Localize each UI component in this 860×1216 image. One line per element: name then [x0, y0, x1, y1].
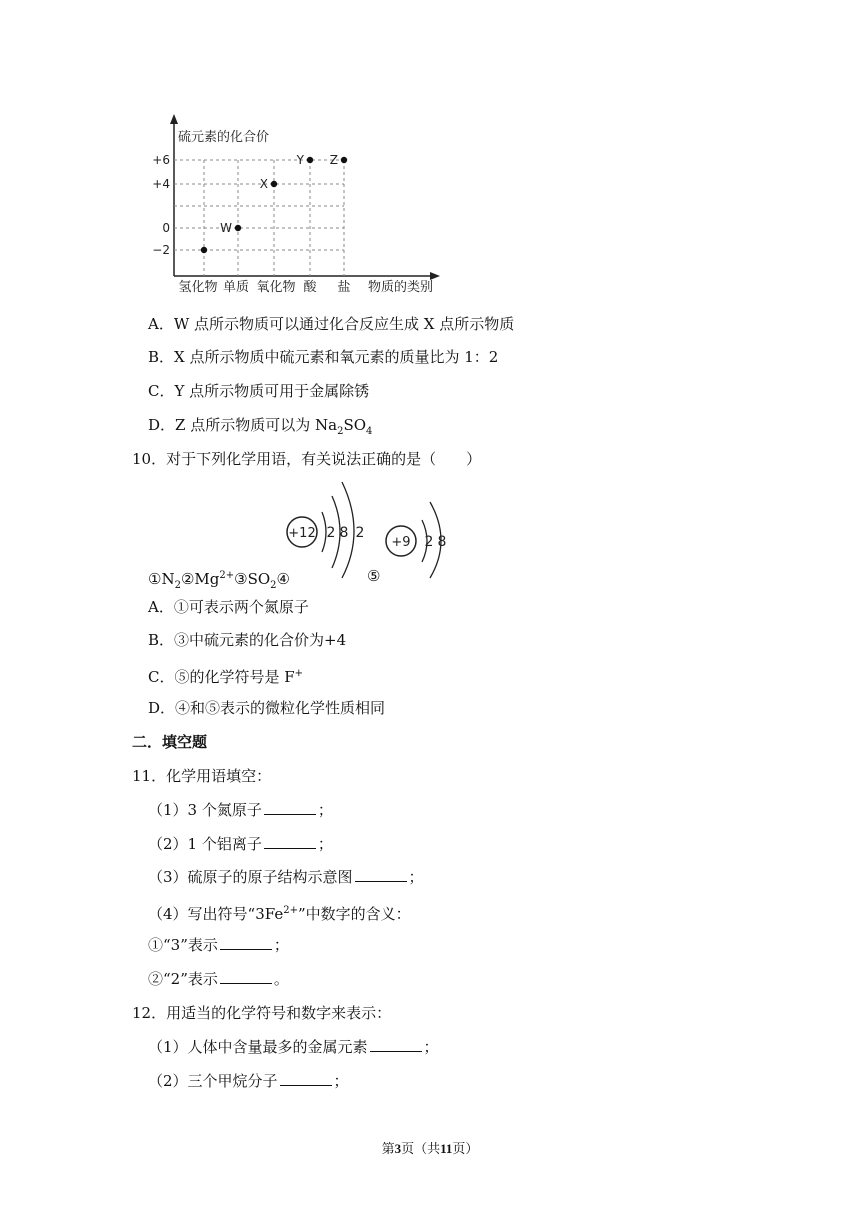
- footer-total-pages: 11: [440, 1141, 453, 1156]
- mg-shell-count-1: 2: [326, 525, 336, 541]
- data-point-label: Z: [329, 153, 338, 167]
- data-point: [307, 157, 313, 163]
- q11-sub-2-end: 。: [273, 970, 289, 988]
- f-shell-count-1: 2: [424, 534, 434, 550]
- answer-blank[interactable]: [264, 834, 316, 849]
- footer-pre: 第: [381, 1141, 395, 1156]
- data-point: [271, 181, 277, 187]
- q11-sub-1-end: ；: [273, 936, 289, 954]
- data-point: [341, 157, 347, 163]
- q11-item-1-end: ；: [317, 801, 333, 819]
- footer-page-number: 3: [394, 1141, 402, 1156]
- q11-stem: 11．化学用语填空：: [132, 767, 272, 785]
- q12-item-1-text: （1）人体中含量最多的金属元素: [148, 1038, 368, 1056]
- answer-blank[interactable]: [220, 935, 272, 950]
- y-axis-arrow: [170, 114, 178, 124]
- data-point-label: X: [259, 177, 268, 191]
- data-point-label: Y: [296, 153, 304, 167]
- q11-item-2: [148, 834, 333, 854]
- symbol-mg: ②Mg: [180, 570, 220, 588]
- symbol-so2: ③SO: [234, 570, 271, 588]
- q12-item-2-text: （2）三个甲烷分子: [148, 1072, 278, 1090]
- answer-blank[interactable]: [264, 800, 316, 815]
- y-tick-label: −2: [152, 243, 170, 257]
- mg-nucleus-charge: +12: [288, 526, 316, 541]
- page-footer: [0, 1138, 860, 1157]
- answer-blank[interactable]: [370, 1037, 422, 1052]
- atom-diagram-mg: [282, 478, 382, 580]
- q11-item-4-sup: 2+: [283, 905, 298, 916]
- q10-option-d: D．④和⑤表示的微粒化学性质相同: [148, 699, 386, 717]
- y-tick-label: +6: [152, 153, 170, 167]
- q10-option-a: A．①可表示两个氮原子: [148, 598, 309, 616]
- q10-option-c-text: C．⑤的化学符号是 F: [148, 668, 295, 686]
- q11-sub-2: [148, 969, 289, 989]
- x-category-label: 单质: [222, 280, 250, 295]
- y-tick-label: +4: [152, 177, 170, 191]
- q9-d-sub-2: 2: [337, 426, 344, 437]
- q9-option-d-text: D．Z 点所示物质可以为 Na: [148, 416, 338, 434]
- q11-sub-1: [148, 935, 289, 955]
- q11-sub-1-text: ①“3”表示: [148, 936, 218, 954]
- x-category-label: 酸: [303, 280, 317, 295]
- mg-shell-count-3: 2: [355, 525, 365, 541]
- symbol-4: ④: [276, 570, 290, 588]
- q9-option-b: B．X 点所示物质中硫元素和氧元素的质量比为 1：2: [148, 348, 499, 366]
- x-category-label: 氢化物: [178, 280, 218, 295]
- symbol-so2-sub: 2: [270, 580, 277, 591]
- mg-shell-arc-1: [322, 512, 326, 552]
- f-shell-count-2: 8: [437, 534, 447, 550]
- symbol-n2-sub: 2: [174, 580, 181, 591]
- y-tick-label: 0: [162, 221, 170, 235]
- q11-item-3-end: ；: [408, 868, 424, 886]
- symbol-n2: ①N: [148, 570, 175, 588]
- data-point: [201, 247, 207, 253]
- f-nucleus-charge: +9: [391, 535, 411, 550]
- q12-item-1-end: ；: [423, 1038, 439, 1056]
- q9-option-c: C．Y 点所示物质可用于金属除锈: [148, 382, 370, 400]
- chart-xlabel: 物质的类别: [368, 280, 434, 295]
- section-title: 二．填空题: [132, 733, 208, 751]
- q12-item-2: [148, 1071, 349, 1091]
- symbol-5: ⑤: [367, 567, 381, 585]
- q11-item-4-pre: （4）写出符号“3Fe: [148, 905, 284, 923]
- q11-item-3: [148, 867, 424, 887]
- q10-option-b: B．③中硫元素的化合价为+4: [148, 631, 347, 649]
- q11-item-3-text: （3）硫原子的原子结构示意图: [148, 868, 353, 886]
- q9-d-sub-4: 4: [366, 426, 373, 437]
- atom-diagram-f: [382, 498, 454, 580]
- valence-chart: [140, 108, 460, 298]
- q10-stem: 10．对于下列化学用语，有关说法正确的是（ ）: [132, 450, 482, 468]
- q11-item-2-text: （2）1 个铝离子: [148, 835, 262, 853]
- symbol-mg-sup: 2+: [219, 570, 235, 581]
- footer-mid: 页（共: [401, 1141, 441, 1156]
- x-category-label: 盐: [337, 280, 351, 295]
- q11-item-4-post: ”中数字的含义：: [297, 905, 411, 923]
- q10-symbols-line: [148, 566, 290, 596]
- q10-option-c: [148, 664, 303, 687]
- q11-item-1: [148, 800, 333, 820]
- q11-item-4: [148, 901, 411, 924]
- x-axis-arrow: [430, 272, 440, 280]
- data-point-label: W: [220, 221, 232, 235]
- q11-sub-2-text: ②“2”表示: [148, 970, 218, 988]
- q9-option-a: A．W 点所示物质可以通过化合反应生成 X 点所示物质: [148, 315, 515, 333]
- q11-item-2-end: ；: [317, 835, 333, 853]
- q10-option-c-sup: +: [294, 668, 304, 679]
- answer-blank[interactable]: [220, 969, 272, 984]
- q11-item-1-text: （1）3 个氮原子: [148, 801, 262, 819]
- q12-stem: 12．用适当的化学符号和数字来表示：: [132, 1004, 392, 1022]
- q12-item-2-end: ；: [333, 1072, 349, 1090]
- q9-d-so: SO: [343, 416, 367, 434]
- footer-post: 页）: [452, 1141, 479, 1156]
- q9-option-d: [148, 415, 372, 442]
- q12-item-1: [148, 1037, 439, 1057]
- chart-ylabel: 硫元素的化合价: [178, 130, 270, 145]
- answer-blank[interactable]: [355, 867, 407, 882]
- x-category-label: 氧化物: [256, 280, 296, 295]
- mg-shell-count-2: 8: [339, 525, 349, 541]
- answer-blank[interactable]: [280, 1071, 332, 1086]
- data-point: [235, 225, 241, 231]
